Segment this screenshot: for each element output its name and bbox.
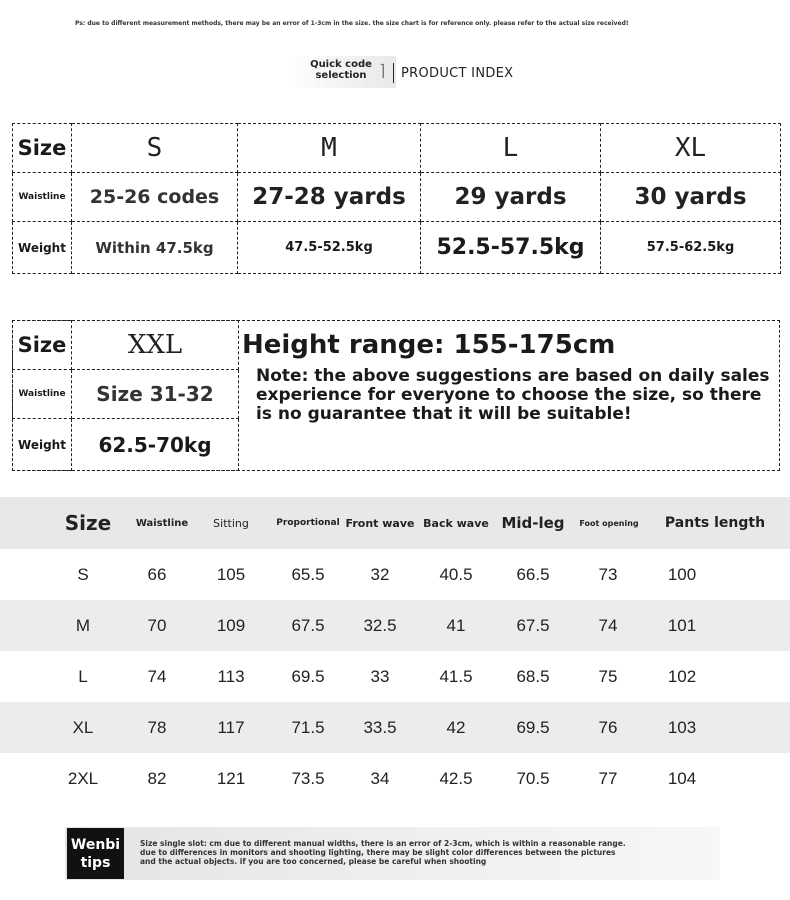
weight-row (13, 222, 781, 274)
cell-size: L (78, 666, 88, 686)
cell-foot-opening: 77 (598, 768, 618, 788)
cell-proportional: 71.5 (291, 717, 325, 737)
col-waistline: Waistline (135, 517, 189, 529)
measurement-table (0, 497, 790, 804)
cell-back-wave: 42 (446, 717, 466, 737)
cell-sitting: 121 (216, 768, 246, 788)
measurement-row-2xl (0, 753, 790, 804)
tips-badge-line1: Wenbi (70, 836, 121, 853)
quick-code-label (298, 59, 384, 81)
cell-back-wave: 41 (446, 615, 466, 635)
cell-pants-length: 101 (667, 615, 697, 635)
cell-pants-length: 100 (667, 564, 697, 584)
quick-code-line1: Quick code (310, 59, 372, 70)
waistline-m: 27-28 yards (238, 173, 421, 222)
col-proportional: Proportional (276, 518, 340, 528)
cell-back-wave: 41.5 (439, 666, 473, 686)
cell-front-wave: 32 (370, 564, 390, 584)
cell-mid-leg: 68.5 (516, 666, 550, 686)
cell-proportional: 65.5 (291, 564, 325, 584)
cell-front-wave: 33.5 (363, 717, 397, 737)
size-l: L (421, 124, 601, 173)
size-xxl: XXL (72, 321, 239, 370)
cell-pants-length: 104 (667, 768, 697, 788)
tips-badge-line2: tips (80, 854, 111, 871)
measurement-header-row (0, 497, 790, 549)
cell-foot-opening: 75 (598, 666, 618, 686)
waistline-l: 29 yards (421, 173, 601, 222)
cell-waistline: 78 (147, 717, 167, 737)
weight-xxl: 62.5-70kg (72, 419, 239, 471)
weight-m: 47.5-52.5kg (238, 222, 421, 274)
measurement-row-s (0, 549, 790, 600)
cell-back-wave: 40.5 (439, 564, 473, 584)
tips-line3: and the actual objects. if you are too concerned, please be careful when shooting (140, 857, 487, 866)
cell-foot-opening: 76 (598, 717, 618, 737)
col-size: Size (64, 511, 112, 535)
height-range: Height range: 155-175cm (242, 330, 616, 360)
xxl-weight-header: Weight (13, 419, 72, 471)
size-header: Size (13, 124, 72, 173)
weight-xl: 57.5-62.5kg (601, 222, 781, 274)
size-row (13, 124, 781, 173)
product-index-header (288, 56, 528, 88)
header-divider (393, 63, 394, 83)
cell-size: M (75, 615, 91, 635)
weight-s: Within 47.5kg (72, 222, 238, 274)
xxl-size-header: Size (13, 321, 72, 370)
weight-header: Weight (13, 222, 72, 274)
cell-size: 2XL (67, 768, 99, 788)
waistline-s: 25-26 codes (72, 173, 238, 222)
cell-sitting: 109 (216, 615, 246, 635)
tips-line2: due to differences in monitors and shooting lighting, there may be slight color differences between the pictures (140, 848, 616, 857)
quick-code-line2: selection (315, 70, 367, 81)
waistline-header: Waistline (13, 173, 72, 222)
col-pants-length: Pants length (664, 515, 766, 531)
cell-front-wave: 32.5 (363, 615, 397, 635)
cell-mid-leg: 69.5 (516, 717, 550, 737)
xxl-waistline-header: Waistline (13, 370, 72, 419)
size-recommendation-table (12, 123, 781, 274)
cell-sitting: 105 (216, 564, 246, 584)
col-mid-leg: Mid-leg (501, 514, 565, 532)
measurement-row-l (0, 651, 790, 702)
size-s: S (72, 124, 238, 173)
cell-back-wave: 42.5 (439, 768, 473, 788)
cell-proportional: 73.5 (291, 768, 325, 788)
cell-waistline: 70 (147, 615, 167, 635)
bracket-icon: ⌉ (378, 61, 388, 80)
measurement-row-m (0, 600, 790, 651)
cell-mid-leg: 70.5 (516, 768, 550, 788)
cell-pants-length: 102 (667, 666, 697, 686)
tips-badge (67, 828, 124, 879)
size-m: M (238, 124, 421, 173)
tips-banner (65, 827, 720, 880)
waistline-row (13, 173, 781, 222)
cell-waistline: 66 (147, 564, 167, 584)
waistline-xl: 30 yards (601, 173, 781, 222)
cell-front-wave: 33 (370, 666, 390, 686)
cell-waistline: 74 (147, 666, 167, 686)
waistline-xxl: Size 31-32 (72, 370, 239, 419)
cell-sitting: 113 (217, 666, 245, 686)
product-index-title: PRODUCT INDEX (401, 66, 514, 81)
size-suggestion-note: Note: the above suggestions are based on daily sales experience for everyone to choose the size, so there is no guarantee that it will be suitable! (256, 366, 770, 424)
cell-proportional: 69.5 (291, 666, 325, 686)
cell-size: S (77, 564, 89, 584)
cell-waistline: 82 (147, 768, 167, 788)
col-front-wave: Front wave (345, 516, 415, 530)
xxl-waistline-row (13, 370, 239, 419)
measurement-row-xl (0, 702, 790, 753)
size-xl: XL (601, 124, 781, 173)
cell-foot-opening: 73 (598, 564, 618, 584)
cell-mid-leg: 66.5 (516, 564, 550, 584)
tips-text (140, 839, 715, 866)
cell-mid-leg: 67.5 (516, 615, 550, 635)
cell-proportional: 67.5 (291, 615, 325, 635)
col-foot-opening: Foot opening (579, 518, 639, 528)
xxl-weight-row (13, 419, 239, 471)
cell-size: XL (72, 717, 94, 737)
top-disclaimer: Ps: due to different measurement methods, there may be an error of 1-3cm in the size. the size chart is for reference only. please refer to the actual size received! (75, 20, 629, 27)
col-back-wave: Back wave (423, 516, 489, 530)
xxl-size-row (13, 321, 239, 370)
cell-foot-opening: 74 (598, 615, 618, 635)
tips-line1: Size single slot: cm due to different manual widths, there is an error of 2-3cm, which is within a reasonable range. (140, 839, 626, 848)
col-sitting: Sitting (213, 516, 249, 530)
xxl-size-table (12, 320, 239, 471)
weight-l: 52.5-57.5kg (421, 222, 601, 274)
cell-sitting: 117 (217, 717, 245, 737)
cell-front-wave: 34 (370, 768, 390, 788)
cell-pants-length: 103 (667, 717, 697, 737)
